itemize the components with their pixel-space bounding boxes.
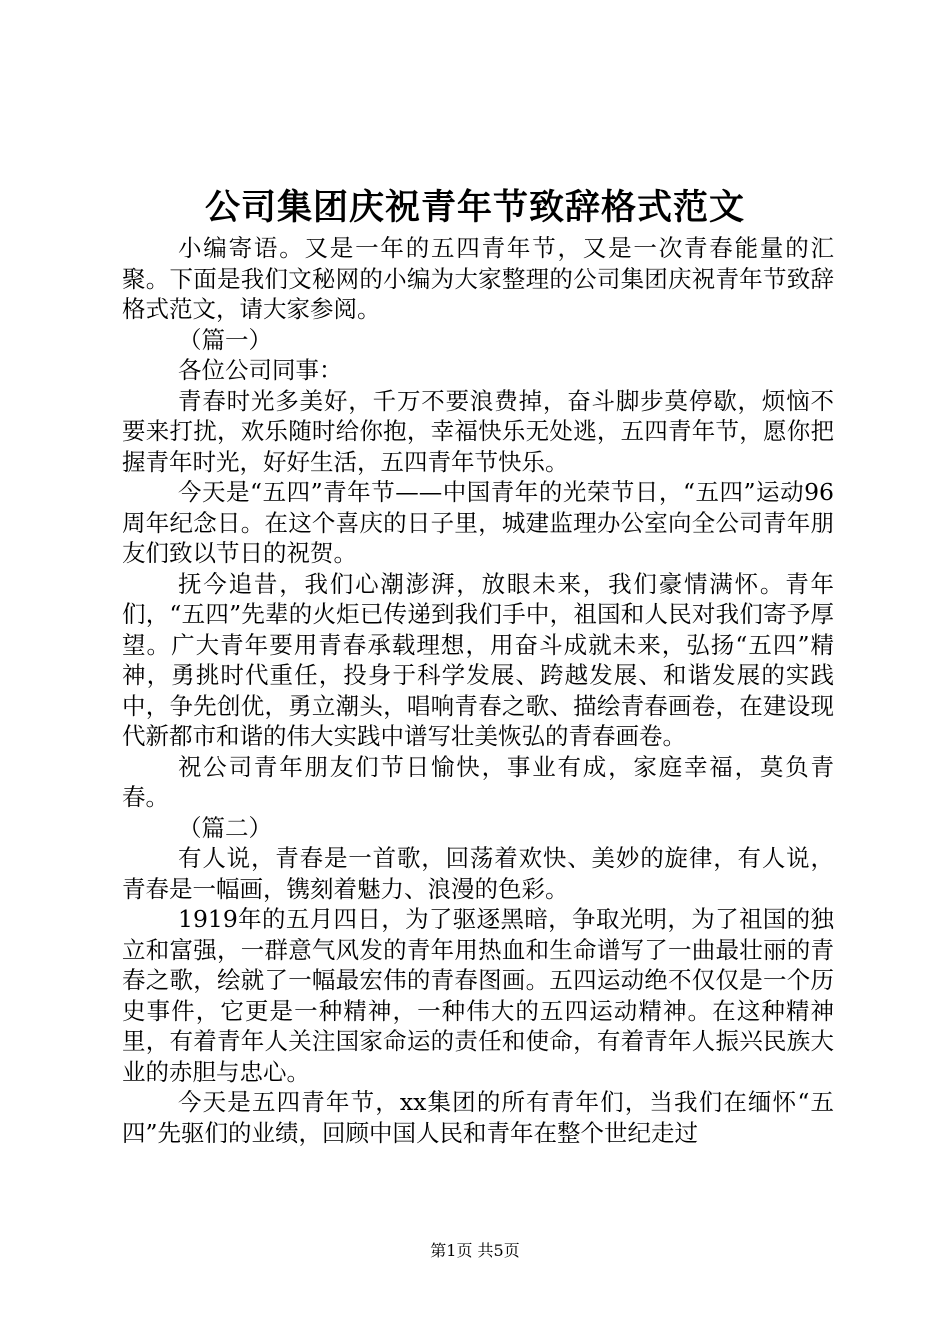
document-body	[122, 233, 834, 1148]
paragraph: 有人说，青春是一首歌，回荡着欢快、美妙的旋律，有人说，青春是一幅画，镌刻着魅力、浪漫的色彩。	[122, 844, 834, 903]
paragraph: 祝公司青年朋友们节日愉快，事业有成，家庭幸福，莫负青春。	[122, 752, 834, 811]
paragraph: 今天是“五四”青年节——中国青年的光荣节日，“五四”运动96周年纪念日。在这个喜庆的日子里，城建监理办公室向全公司青年朋友们致以节日的祝贺。	[122, 478, 834, 567]
paragraph-intro: 小编寄语。又是一年的五四青年节，又是一次青春能量的汇聚。下面是我们文秘网的小编为大家整理的公司集团庆祝青年节致辞格式范文，请大家参阅。	[122, 234, 834, 323]
paragraph: 1919年的五月四日，为了驱逐黑暗，争取光明，为了祖国的独立和富强，一群意气风发的青年用热血和生命谱写了一曲最壮丽的青春之歌，绘就了一幅最宏伟的青春图画。五四运动绝不仅仅是一个历史事件，它更是一种精神，一种伟大的五四运动精神。在这种精神里，有着青年人关注国家命运的责任和使命，有着青年人振兴民族大业的赤胆与忠心。	[122, 905, 834, 1086]
paragraph: 抚今追昔，我们心潮澎湃，放眼未来，我们豪情满怀。青年们，“五四”先辈的火炬已传递到我们手中，祖国和人民对我们寄予厚望。广大青年要用青春承载理想，用奋斗成就未来，弘扬“五四”精神，勇挑时代重任，投身于科学发展、跨越发展、和谐发展的实践中，争先创优，勇立潮头，唱响青春之歌、描绘青春画卷，在建设现代新都市和谐的伟大实践中谱写壮美恢弘的青春画卷。	[122, 569, 834, 750]
paragraph: 青春时光多美好，千万不要浪费掉，奋斗脚步莫停歇，烦恼不要来打扰，欢乐随时给你抱，幸福快乐无处逃，五四青年节，愿你把握青年时光，好好生活，五四青年节快乐。	[122, 386, 834, 476]
page-footer: 第1页 共5页	[430, 1241, 520, 1260]
paragraph: 今天是五四青年节，xx集团的所有青年们，当我们在缅怀“五四”先驱们的业绩，回顾中国人民和青年在整个世纪走过	[122, 1088, 834, 1147]
paragraph-section-heading-2: （篇二）	[178, 813, 272, 842]
paragraph-section-heading-1: （篇一）	[178, 325, 272, 354]
document-title: 公司集团庆祝青年节致辞格式范文	[204, 187, 745, 228]
paragraph-salutation: 各位公司同事：	[178, 356, 343, 384]
